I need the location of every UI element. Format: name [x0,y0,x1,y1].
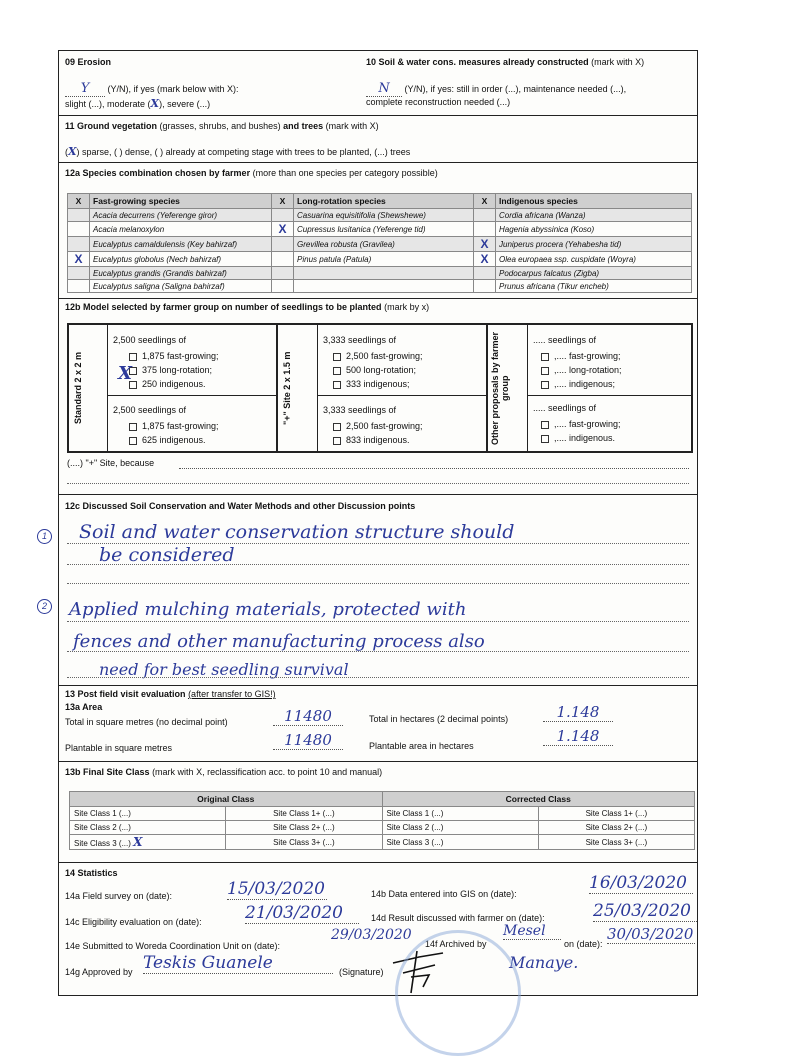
checkbox[interactable] [541,367,549,375]
site-a-title: 3,333 seedlings of [323,335,397,345]
note1-line1[interactable]: Soil and water conservation structure should [79,521,515,543]
erosion-line1 [65,81,239,97]
siteclass-cell-label: Site Class 3 (...) [74,839,131,848]
stats-a-value[interactable]: 15/03/2020 [227,879,327,900]
ruled-line [67,621,689,622]
species-long [294,280,474,293]
species-row [68,267,692,280]
post-title: 13 Post field visit evaluation [65,689,186,699]
species-fast: Eucalyptus globolus (Nech bahirzaf) [90,252,272,267]
stats-d-value[interactable]: 25/03/2020 [593,901,697,922]
oth-b-item[interactable] [541,417,621,431]
species-title-note: (more than one species per category possible) [252,168,438,178]
std-a-item[interactable] [129,363,219,377]
oth-b-item-label: ,.... fast-growing; [554,419,621,429]
species-header-x2: X [272,194,294,209]
species-header-long: Long-rotation species [294,194,474,209]
soilwater-title: 10 Soil & water cons. measures already constructed [366,57,589,67]
checkbox[interactable] [541,381,549,389]
site-b-item-label: 2,500 fast-growing; [346,421,423,431]
ground-title-and: and trees [283,121,324,131]
std-a-item[interactable] [129,377,219,391]
soilwater-answer[interactable]: N [366,81,402,97]
ground-sparse-mark[interactable]: X [68,145,77,158]
siteclass-cell[interactable]: Site Class 1+ (...) [538,807,694,821]
siteclass-table [69,791,695,850]
species-mark-long[interactable] [272,209,294,222]
erosion-moderate-mark[interactable]: X [150,97,160,110]
stats-c-label: 14c Eligibility evaluation on (date): [65,917,202,927]
model-title: 12b Model selected by farmer group on number of seedlings to be planted [65,302,382,312]
species-title-wrap [65,168,438,178]
checkbox[interactable] [333,353,341,361]
ground-options-line: (X) sparse, ( ) dense, ( ) already at competing stage with trees to be planted, (...) trees [65,145,411,158]
species-indigenous: Cordia africana (Wanza) [496,209,692,222]
ruled-line [67,564,689,565]
divider [59,862,697,863]
stats-b-label: 14b Data entered into GIS on (date): [371,889,517,899]
species-header-indigenous: Indigenous species [496,194,692,209]
species-indigenous: Hagenia abyssinica (Koso) [496,222,692,237]
site-b-list [333,419,423,447]
oth-a-list [541,349,622,391]
siteclass-corrected-header: Corrected Class [382,792,695,807]
siteclass-cell[interactable]: Site Class 1+ (...) [226,807,382,821]
siteclass-original-header: Original Class [70,792,383,807]
species-long [294,267,474,280]
oth-a-item[interactable] [541,349,622,363]
stats-f-value[interactable]: 30/03/2020 [607,925,694,943]
checkbox[interactable] [333,367,341,375]
species-table [67,193,692,293]
plant-ha-value[interactable]: 1.148 [543,727,613,746]
stats-f-on: on (date): [564,939,603,949]
siteclass-cell[interactable]: Site Class 2+ (...) [538,821,694,835]
species-fast: Acacia melanoxylon [90,222,272,237]
siteclass-row [70,835,695,850]
model-title-note: (mark by x) [384,302,430,312]
ground-title-wrap [65,121,379,131]
std-selected-mark[interactable]: X [118,363,132,384]
species-mark-indigenous[interactable]: X [474,237,496,252]
note2-line3[interactable]: need for best seedling survival [99,660,349,679]
discussion-title: 12c Discussed Soil Conservation and Water Methods and other Discussion points [65,501,416,511]
separator [527,395,691,396]
divider [59,494,697,495]
checkbox[interactable] [541,353,549,361]
erosion-question: (Y/N), if yes (mark below with X): [107,84,239,94]
std-a-item-label: 375 long-rotation; [142,365,213,375]
site-a-item-label: 2,500 fast-growing; [346,351,423,361]
species-mark-long[interactable] [272,252,294,267]
soilwater-question: (Y/N), if yes: still in order (...), maintenance needed (...), [404,84,627,94]
std-b-item[interactable] [129,433,219,447]
note2-line1[interactable]: Applied mulching materials, protected with [69,599,467,620]
model-title-wrap [65,302,429,312]
oth-b-list [541,417,621,445]
siteclass-cell[interactable]: Site Class 3+ (...) [226,835,382,850]
stats-b-value[interactable]: 16/03/2020 [589,873,693,894]
checkbox[interactable] [333,381,341,389]
total-ha-label: Total in hectares (2 decimal points) [369,714,509,724]
siteclass-cell[interactable]: Site Class 1 (...) [382,807,538,821]
siteclass-cell[interactable]: Site Class 2 (...) [70,821,226,835]
std-b-item[interactable] [129,419,219,433]
area-title: 13a Area [65,702,103,712]
official-seal [395,930,521,1056]
species-row [68,280,692,293]
std-a-item[interactable] [129,349,219,363]
checkbox[interactable] [541,435,549,443]
siteclass-cell[interactable]: Site Class 1 (...) [70,807,226,821]
separator [276,325,278,451]
ruled-line [67,677,689,678]
species-indigenous: Prunus africana (Tikur encheb) [496,280,692,293]
oth-a-item[interactable] [541,377,622,391]
other-label: Other proposals by farmer group [490,331,510,445]
species-indigenous: Podocarpus falcatus (Zigba) [496,267,692,280]
std-a-list [129,349,219,391]
std-b-item-label: 1,875 fast-growing; [142,421,219,431]
post-title-note: (after transfer to GIS!) [188,689,276,699]
species-mark-indigenous[interactable] [474,267,496,280]
species-fast: Eucalyptus grandis (Grandis bahirzaf) [90,267,272,280]
total-sqm-label: Total in square metres (no decimal point) [65,717,228,727]
species-header-x3: X [474,194,496,209]
species-mark-indigenous[interactable] [474,222,496,237]
species-row [68,252,692,267]
species-mark-fast[interactable] [68,267,90,280]
species-header-fast: Fast-growing species [90,194,272,209]
divider [59,162,697,163]
siteclass-cell[interactable]: Site Class 3 (...) [382,835,538,850]
species-mark-long[interactable] [272,237,294,252]
species-mark-long[interactable] [272,267,294,280]
plant-ha-label: Plantable area in hectares [369,741,474,751]
ground-options: sparse, ( ) dense, ( ) already at competing stage with trees to be planted, (...) trees [82,147,411,157]
stats-f-name2: Manaye. [509,953,579,972]
stats-f-label: 14f Archived by [425,939,487,949]
stats-d-label: 14d Result discussed with farmer on (date): [371,913,545,923]
separator [486,325,488,451]
separator [317,325,318,451]
species-row [68,237,692,252]
species-fast: Eucalyptus camaldulensis (Key bahirzaf) [90,237,272,252]
post-title-wrap [65,689,276,699]
ruled-line [67,583,689,584]
species-long: Cupressus lusitanica (Yeferenge tid) [294,222,474,237]
species-fast: Eucalyptus saligna (Saligna bahirzaf) [90,280,272,293]
species-fast: Acacia decurrens (Yeferenge giror) [90,209,272,222]
species-indigenous: Juniperus procera (Yehabesha tid) [496,237,692,252]
ruled-line [67,543,689,544]
site-a-item[interactable] [333,363,423,377]
separator [107,395,276,396]
ruled-line [67,651,689,652]
checkbox[interactable] [333,437,341,445]
ground-title: 11 Ground vegetation [65,121,158,131]
divider [59,115,697,116]
soilwater-title-note: (mark with X) [591,57,645,67]
site-a-item-label: 500 long-rotation; [346,365,417,375]
checkbox[interactable] [541,421,549,429]
species-mark-long[interactable] [272,280,294,293]
stats-e-label: 14e Submitted to Woreda Coordination Unit on (date): [65,941,280,951]
note2-line2[interactable]: fences and other manufacturing process also [73,631,485,652]
siteclass-header-row [70,792,695,807]
stats-e-value[interactable]: 29/03/2020 [331,927,412,943]
divider [59,685,697,686]
std-a-item-label: 1,875 fast-growing; [142,351,219,361]
oth-b-item-label: ,.... indigenous. [554,433,616,443]
total-ha-value[interactable]: 1.148 [543,703,613,722]
stats-a-label: 14a Field survey on (date): [65,891,173,901]
oth-a-title: ..... seedlings of [533,335,597,345]
std-b-list [129,419,219,447]
species-header-x1: X [68,194,90,209]
siteclass-row [70,821,695,835]
erosion-answer[interactable]: Y [65,81,105,97]
species-header-row [68,194,692,209]
divider [59,298,697,299]
std-a-title: 2,500 seedlings of [113,335,187,345]
model-grid [67,323,693,453]
note-number: 2 [37,599,52,614]
erosion-severe: ), severe (...) [159,99,211,109]
siteclass-row [70,807,695,821]
site-a-item[interactable] [333,349,423,363]
divider [59,761,697,762]
site-b-title: 3,333 seedlings of [323,405,397,415]
oth-a-item[interactable] [541,363,622,377]
oth-b-item[interactable] [541,431,621,445]
oth-a-item-label: ,.... long-rotation; [554,365,622,375]
siteclass-title-wrap [65,767,382,777]
checkbox[interactable] [129,353,137,361]
soilwater-line2: complete reconstruction needed (...) [366,97,511,107]
oth-a-item-label: ,.... fast-growing; [554,351,621,361]
stats-c-value[interactable]: 21/03/2020 [245,903,359,924]
separator [107,325,108,451]
species-long: Grevillea robusta (Gravilea) [294,237,474,252]
ground-title-mark: (mark with X) [325,121,379,131]
checkbox[interactable] [129,423,137,431]
stats-title: 14 Statistics [65,868,118,878]
siteclass-title: 13b Final Site Class [65,767,150,777]
site-a-item-label: 333 indigenous; [346,379,410,389]
species-mark-indigenous[interactable]: X [474,252,496,267]
species-mark-fast[interactable] [68,209,90,222]
erosion-line2 [65,97,210,110]
site-a-list [333,349,423,391]
stats-g-label: 14g Approved by [65,967,133,977]
checkbox[interactable] [129,437,137,445]
species-title: 12a Species combination chosen by farmer [65,168,251,178]
species-mark-fast[interactable] [68,280,90,293]
species-long: Pinus patula (Patula) [294,252,474,267]
species-mark-indigenous[interactable] [474,209,496,222]
species-row [68,222,692,237]
site-label: "+" Site 2 x 1.5 m [282,351,292,425]
site-a-item[interactable] [333,377,423,391]
siteclass-title-note: (mark with X, reclassification acc. to point 10 and manual) [152,767,383,777]
soilwater-line1 [366,81,626,97]
note1-line2[interactable]: be considered [99,544,235,566]
siteclass-cell[interactable]: Site Class 3+ (...) [538,835,694,850]
ruled-line [67,483,689,484]
site-b-item[interactable] [333,433,423,447]
std-b-item-label: 625 indigenous. [142,435,206,445]
species-indigenous: Olea europaea ssp. cuspidate (Woyra) [496,252,692,267]
species-row [68,209,692,222]
siteclass-mark: X [133,835,143,849]
std-a-item-label: 250 indigenous. [142,379,206,389]
species-mark-fast[interactable]: X [68,252,90,267]
separator [527,325,528,451]
total-sqm-value[interactable]: 11480 [273,707,343,726]
plant-sqm-value[interactable]: 11480 [273,731,343,750]
species-mark-fast[interactable] [68,222,90,237]
separator [317,395,486,396]
oth-b-title: ..... seedlings of [533,403,597,413]
std-b-title: 2,500 seedlings of [113,405,187,415]
note-number: 1 [37,529,52,544]
siteclass-cell[interactable]: Site Class 2+ (...) [226,821,382,835]
site-because-field[interactable] [179,468,689,469]
site-b-item-label: 833 indigenous. [346,435,410,445]
site-because-label: (....) "+" Site, because [67,458,155,468]
form-page [41,50,698,996]
stats-g-value[interactable]: Teskis Guanele [143,953,333,974]
species-long: Casuarina equisitifolia (Shewshewe) [294,209,474,222]
siteclass-cell[interactable]: Site Class 2 (...) [382,821,538,835]
species-mark-fast[interactable] [68,237,90,252]
checkbox[interactable] [333,423,341,431]
stats-g-signature-label: (Signature) [339,967,384,977]
species-mark-long[interactable]: X [272,222,294,237]
erosion-slight-moderate: slight (...), moderate ( [65,99,151,109]
soilwater-title-wrap [366,57,644,67]
siteclass-cell-marked[interactable] [70,835,226,850]
species-mark-indigenous[interactable] [474,280,496,293]
ground-title-note: (grasses, shrubs, and bushes) [159,121,281,131]
site-b-item[interactable] [333,419,423,433]
oth-a-item-label: ,.... indigenous; [554,379,616,389]
stats-f-name[interactable]: Mesel [503,923,561,940]
erosion-title: 09 Erosion [65,57,112,67]
standard-label: Standard 2 x 2 m [73,351,83,425]
plant-sqm-label: Plantable in square metres [65,743,173,753]
